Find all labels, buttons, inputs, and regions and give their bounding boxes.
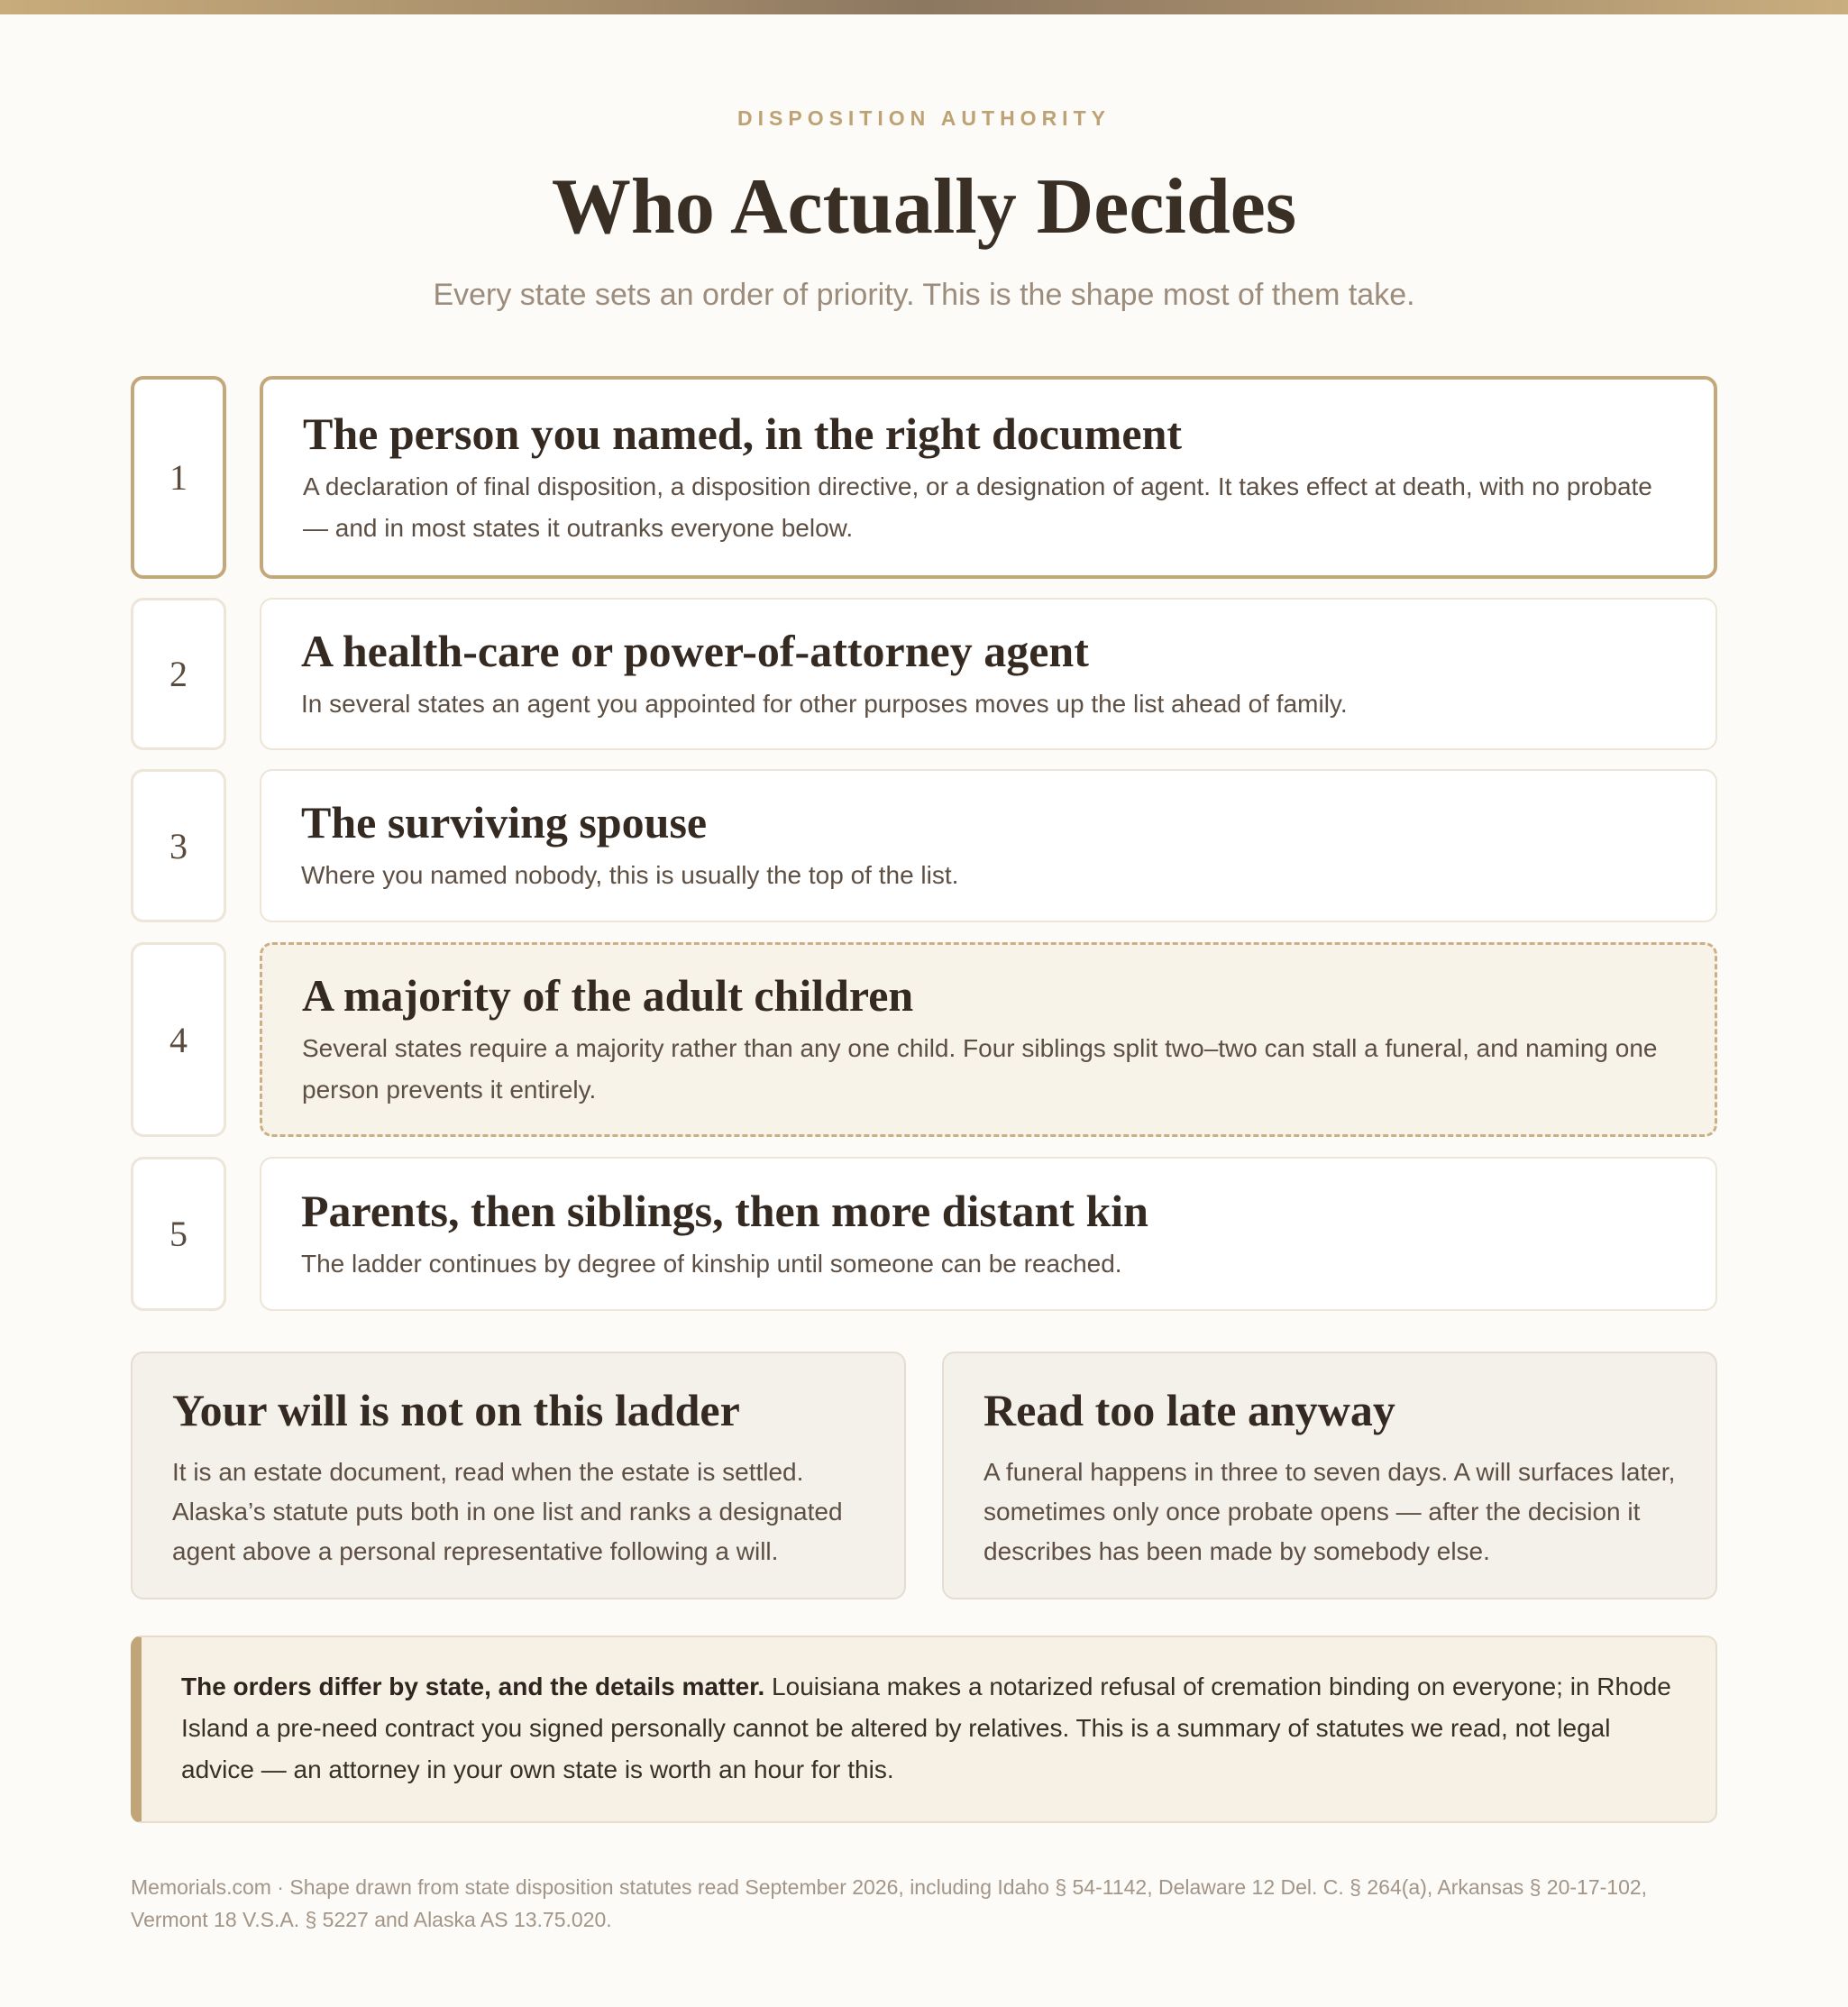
ladder-card-4 (260, 942, 1717, 1137)
page-title: Who Actually Decides (551, 163, 1297, 251)
ladder-card-text: Several states require a majority rather than any one child. Four siblings split two–two can stall a funeral, and naming one person prevents it entirely. (302, 1034, 1658, 1104)
ladder-card-title: The person you named, in the right document (303, 408, 1183, 459)
ladder-card-title: Parents, then siblings, then more distant kin (301, 1185, 1148, 1236)
top-accent-bar (0, 0, 1848, 14)
panel-text: It is an estate document, read when the estate is settled. Alaska’s statute puts both in one list and ranks a designated agent above a personal representative following a will. (172, 1458, 843, 1565)
ladder-card-title: The surviving spouse (301, 797, 708, 848)
legal-notice-lead: The orders differ by state, and the details matter. (181, 1672, 765, 1700)
ladder-card-3 (260, 769, 1717, 922)
rank-badge-5: 5 (131, 1157, 226, 1311)
ladder-card-text: In several states an agent you appointed for other purposes moves up the list ahead of family. (301, 689, 1348, 718)
ladder-card-title: A majority of the adult children (302, 970, 914, 1021)
legal-notice-text: Louisiana makes a notarized refusal of cremation binding on everyone; in Rhode Island a pre-need contract you signed personally cannot be altered by relatives. This is a summary of statutes we read, not legal advice — an attorney in your own state is worth an hour for this. (181, 1672, 1671, 1783)
ladder-card-text: The ladder continues by degree of kinship until someone can be reached. (301, 1249, 1122, 1278)
ladder-card-title: A health-care or power-of-attorney agent (301, 625, 1089, 676)
rank-badge-3: 3 (131, 769, 226, 922)
panel-text: A funeral happens in three to seven days. A will surfaces later, sometimes only once probate opens — after the decision it describes has been made by somebody else. (983, 1458, 1676, 1565)
rank-badge-2: 2 (131, 598, 226, 750)
ladder-card-text: Where you named nobody, this is usually the top of the list. (301, 861, 959, 889)
timing-note-panel (942, 1352, 1717, 1599)
will-note-panel (131, 1352, 906, 1599)
ladder-card-1 (260, 376, 1717, 579)
panel-title: Read too late anyway (983, 1385, 1395, 1435)
source-footer: Memorials.com · Shape drawn from state disposition statutes read September 2026, including Idaho § 54-1142, Delaware 12 Del. C. § 264(a), Arkansas § 20-17-102, Vermont 18 V.S.A. § 5227 and Alaska AS 13.75.020. (131, 1875, 1648, 1931)
ladder-card-2 (260, 598, 1717, 750)
panel-title: Your will is not on this ladder (172, 1385, 740, 1435)
page-subtitle: Every state sets an order of priority. This is the shape most of them take. (433, 278, 1415, 312)
ladder-card-5 (260, 1157, 1717, 1311)
rank-badge-1: 1 (131, 376, 226, 579)
ladder-card-text: A declaration of final disposition, a disposition directive, or a designation of agent. It takes effect at death, with no probate — and in most states it outranks everyone below. (303, 472, 1652, 542)
section-eyebrow: DISPOSITION AUTHORITY (737, 106, 1111, 130)
legal-notice (131, 1636, 1717, 1823)
rank-badge-4: 4 (131, 942, 226, 1137)
